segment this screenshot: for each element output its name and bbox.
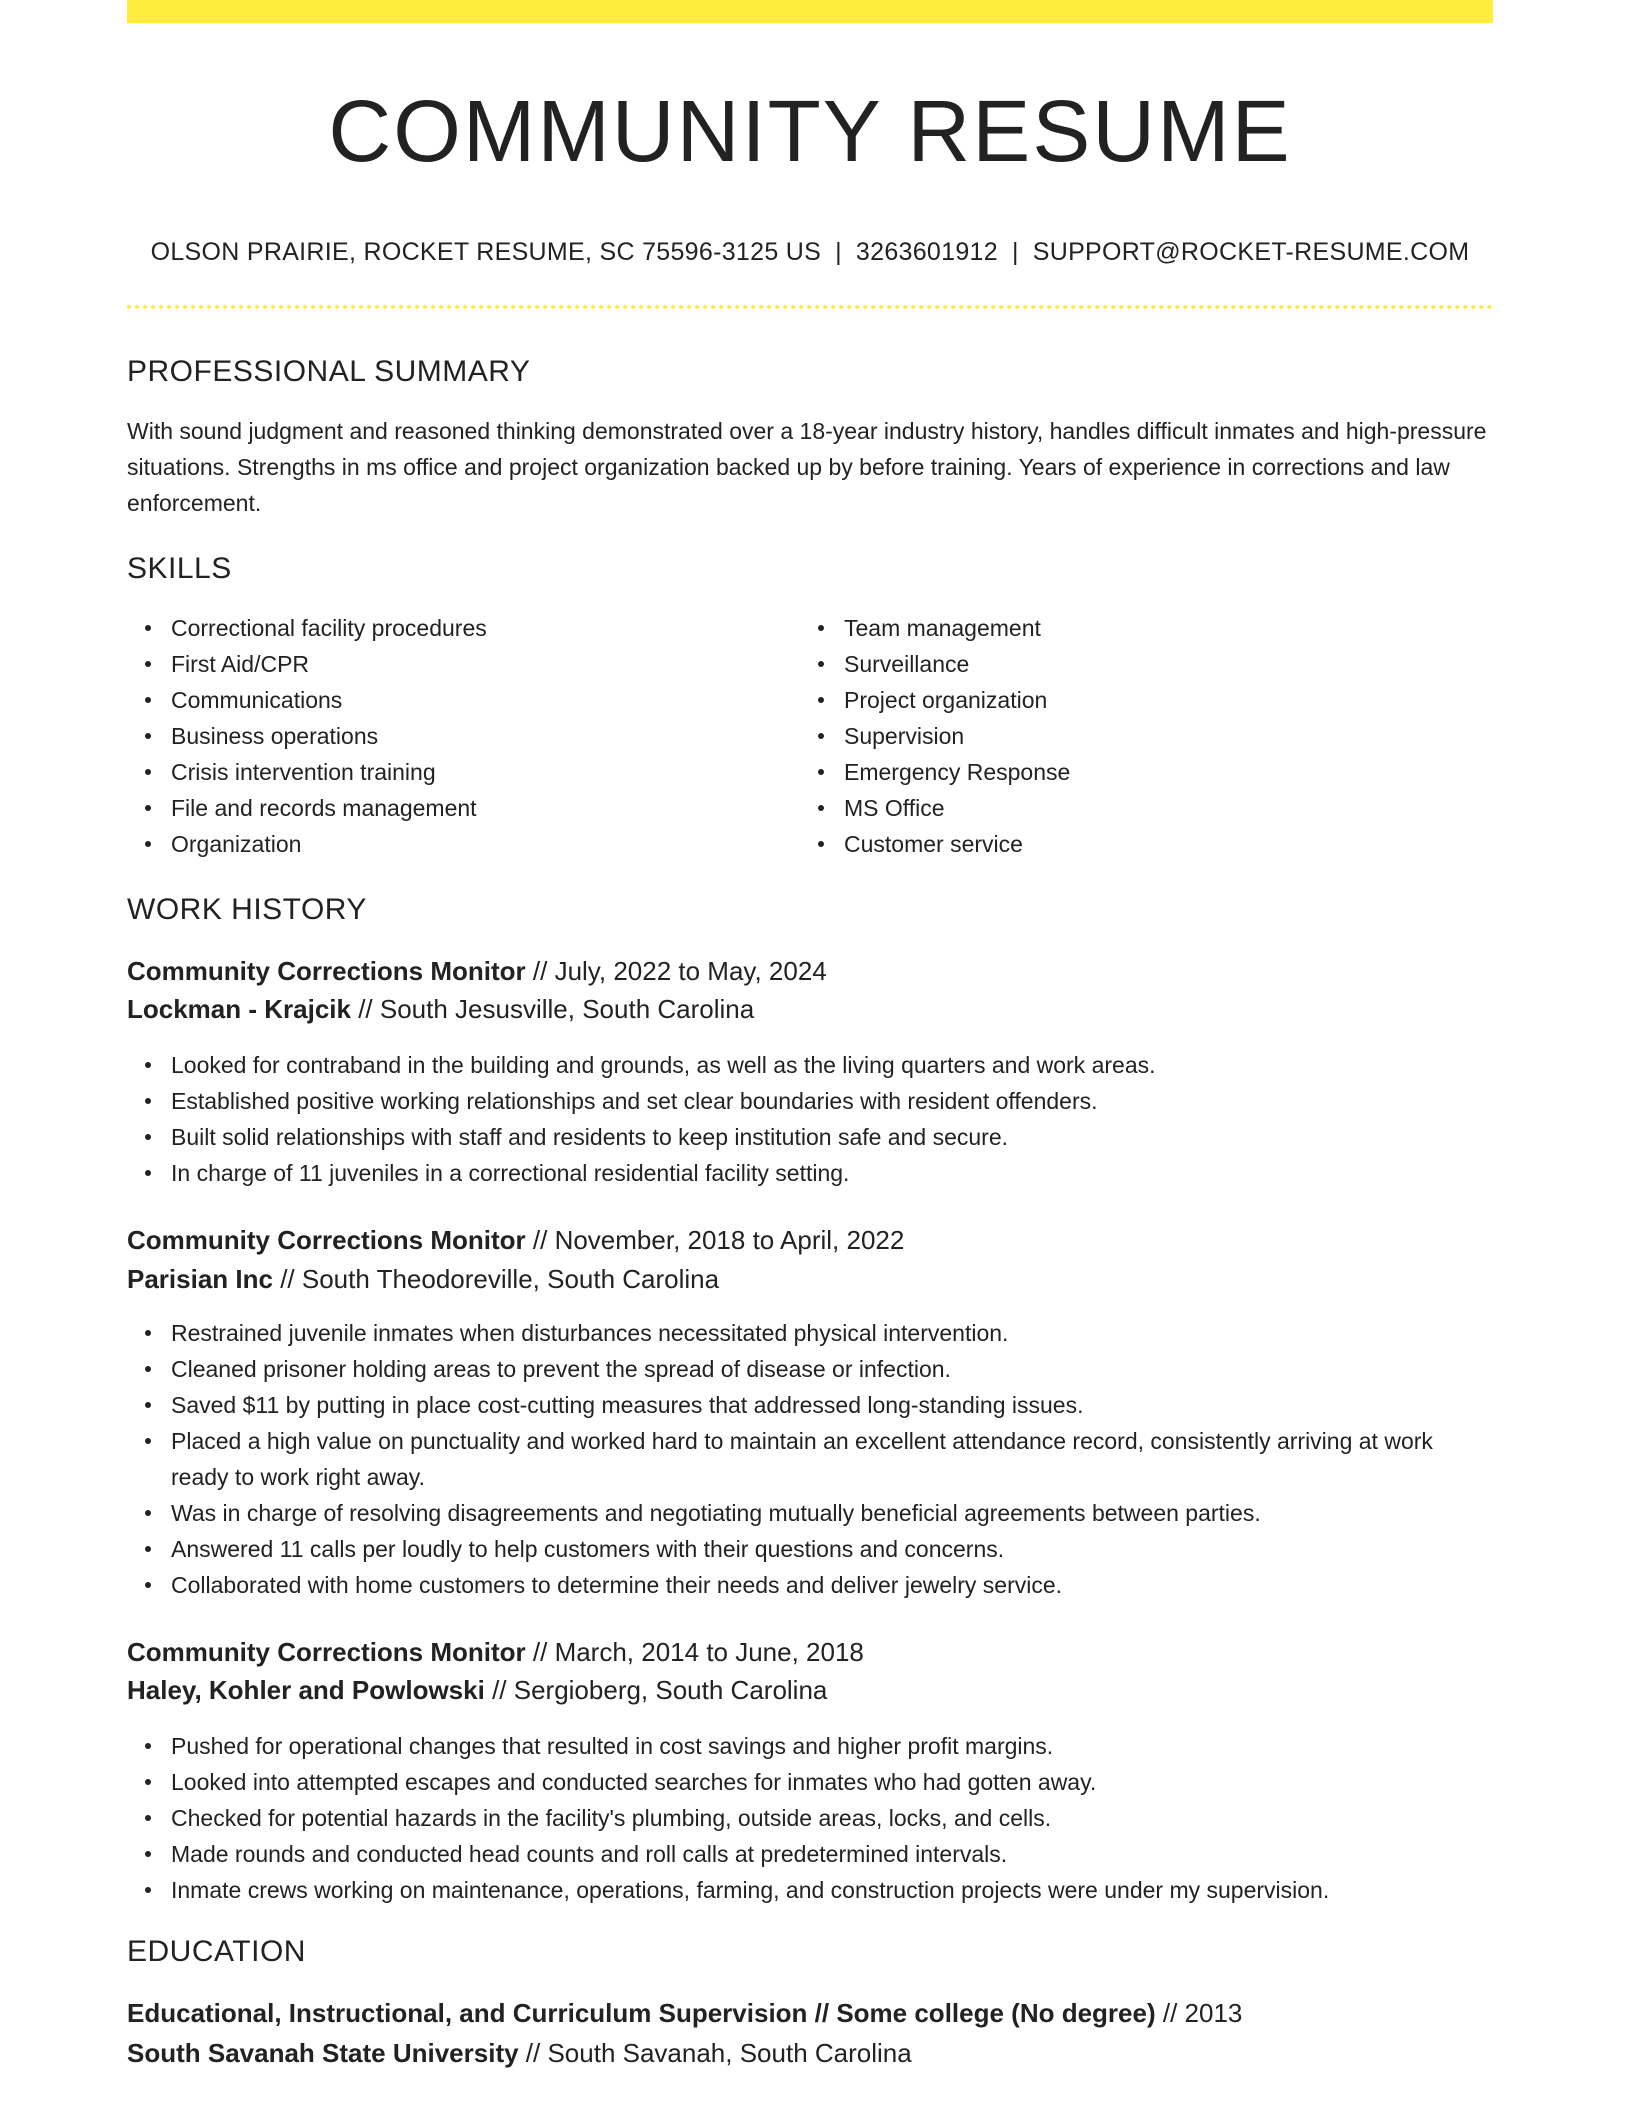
job-bullet: Collaborated with home customers to determine their needs and deliver jewelry service. xyxy=(127,1567,1493,1603)
skill-item: First Aid/CPR xyxy=(127,646,787,682)
top-accent-bar xyxy=(127,0,1493,23)
job-bullet: Built solid relationships with staff and residents to keep institution safe and secure. xyxy=(127,1119,1493,1155)
job-location: // Sergioberg, South Carolina xyxy=(484,1675,828,1705)
job-company-line xyxy=(127,1262,719,1296)
contact-address: OLSON PRAIRIE, ROCKET RESUME, SC 75596-3125 US xyxy=(150,238,822,266)
contact-separator: | xyxy=(1011,238,1019,266)
job-bullet: Was in charge of resolving disagreements and negotiating mutually beneficial agreements between parties. xyxy=(127,1495,1493,1531)
education-degree-line xyxy=(127,1996,1242,2030)
skill-item: Correctional facility procedures xyxy=(127,610,787,646)
job-bullet: Cleaned prisoner holding areas to prevent the spread of disease or infection. xyxy=(127,1351,1493,1387)
skill-item: Project organization xyxy=(800,682,1460,718)
job-bullet: Inmate crews working on maintenance, operations, farming, and construction projects were under my supervision. xyxy=(127,1872,1493,1908)
work-title: WORK HISTORY xyxy=(127,893,367,926)
job-bullet: Answered 11 calls per loudly to help customers with their questions and concerns. xyxy=(127,1531,1493,1567)
skill-item: Organization xyxy=(127,826,787,862)
skills-title: SKILLS xyxy=(127,552,232,585)
job-role: Community Corrections Monitor xyxy=(127,1637,526,1667)
job-bullet: Pushed for operational changes that resulted in cost savings and higher profit margins. xyxy=(127,1728,1493,1764)
summary-text: With sound judgment and reasoned thinking demonstrated over a 18-year industry history, handles difficult inmates and high-pressure situations. Strengths in ms office and project organization backed up by before training. Years of experience in corrections and law enforcement. xyxy=(127,418,1487,516)
job-dates: // November, 2018 to April, 2022 xyxy=(525,1225,905,1255)
job-bullet: Checked for potential hazards in the facility's plumbing, outside areas, locks, and cells. xyxy=(127,1800,1493,1836)
job-role: Community Corrections Monitor xyxy=(127,1225,526,1255)
skill-item: Customer service xyxy=(800,826,1460,862)
job-bullet: Looked for contraband in the building and grounds, as well as the living quarters and work areas. xyxy=(127,1047,1493,1083)
job-bullet: Made rounds and conducted head counts and roll calls at predetermined intervals. xyxy=(127,1836,1493,1872)
job-bullets xyxy=(127,1047,1493,1191)
job-dates: // July, 2022 to May, 2024 xyxy=(525,956,827,986)
skill-item: Team management xyxy=(800,610,1460,646)
skill-item: Surveillance xyxy=(800,646,1460,682)
job-bullet: Saved $11 by putting in place cost-cutting measures that addressed long-standing issues. xyxy=(127,1387,1493,1423)
skill-item: Business operations xyxy=(127,718,787,754)
contact-line xyxy=(127,236,1493,268)
skills-list-right xyxy=(800,610,1460,862)
education-title: EDUCATION xyxy=(127,1935,306,1968)
skill-item: Crisis intervention training xyxy=(127,754,787,790)
education-year: // 2013 xyxy=(1155,1998,1243,2028)
job-bullets xyxy=(127,1315,1493,1603)
job-bullet: Looked into attempted escapes and conducted searches for inmates who had gotten away. xyxy=(127,1764,1493,1800)
education-school: South Savanah State University xyxy=(127,2038,519,2068)
education-school-line xyxy=(127,2036,912,2070)
job-dates: // March, 2014 to June, 2018 xyxy=(525,1637,864,1667)
job-role: Community Corrections Monitor xyxy=(127,956,526,986)
job-location: // South Theodoreville, South Carolina xyxy=(272,1264,720,1294)
job-title-line xyxy=(127,954,827,988)
job-bullet: Placed a high value on punctuality and worked hard to maintain an excellent attendance record, consistently arriving at work ready to work right away. xyxy=(127,1423,1493,1495)
skill-item: File and records management xyxy=(127,790,787,826)
education-location: // South Savanah, South Carolina xyxy=(518,2038,912,2068)
job-bullets xyxy=(127,1728,1493,1908)
resume-name: COMMUNITY RESUME xyxy=(328,83,1292,180)
skills-list-left xyxy=(127,610,787,862)
contact-separator: | xyxy=(835,238,842,266)
skill-item: MS Office xyxy=(800,790,1460,826)
summary-title: PROFESSIONAL SUMMARY xyxy=(127,355,531,388)
contact-phone: 3263601912 xyxy=(855,238,998,266)
job-company-line xyxy=(127,992,754,1026)
contact-email: SUPPORT@ROCKET-RESUME.COM xyxy=(1032,238,1470,266)
education-degree: Educational, Instructional, and Curriculum Supervision // Some college (No degree) xyxy=(127,1998,1156,2028)
job-company: Haley, Kohler and Powlowski xyxy=(127,1675,485,1705)
job-title-line xyxy=(127,1635,864,1669)
job-bullet: In charge of 11 juveniles in a correctional residential facility setting. xyxy=(127,1155,1493,1191)
header-divider xyxy=(127,305,1493,309)
job-location: // South Jesusville, South Carolina xyxy=(350,994,755,1024)
job-title-line xyxy=(127,1223,904,1257)
job-company: Lockman - Krajcik xyxy=(127,994,351,1024)
job-company-line xyxy=(127,1673,827,1707)
job-bullet: Restrained juvenile inmates when disturbances necessitated physical intervention. xyxy=(127,1315,1493,1351)
job-company: Parisian Inc xyxy=(127,1264,273,1294)
skill-item: Supervision xyxy=(800,718,1460,754)
skill-item: Communications xyxy=(127,682,787,718)
job-bullet: Established positive working relationships and set clear boundaries with resident offenders. xyxy=(127,1083,1493,1119)
skill-item: Emergency Response xyxy=(800,754,1460,790)
